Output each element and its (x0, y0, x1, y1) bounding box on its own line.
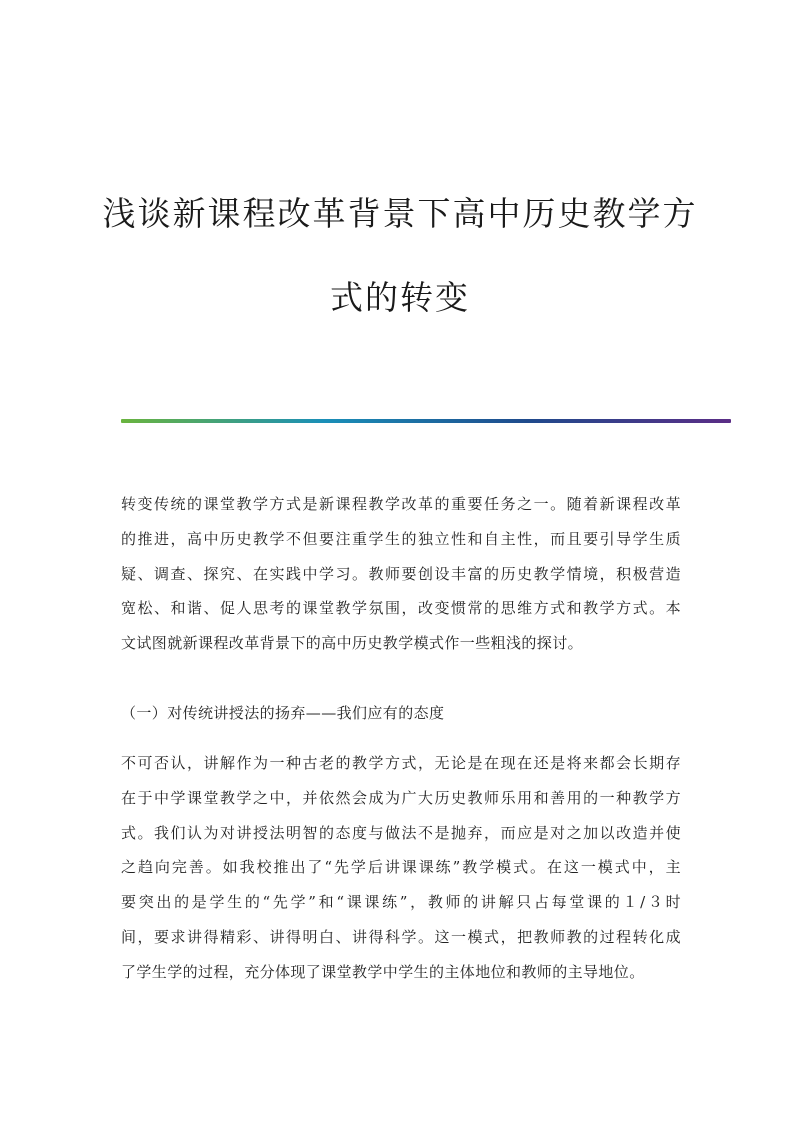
text-line: 间，要求讲得精彩、讲得明白、讲得科学。这一模式，把教师教的过程转化成 (121, 927, 681, 946)
text-line: 的推进，高中历史教学不但要注重学生的独立性和自主性，而且要引导学生质 (121, 529, 681, 548)
text-line: 宽松、和谐、促人思考的课堂教学氛围，改变惯常的思维方式和教学方式。本 (121, 599, 681, 618)
paragraph-intro (121, 487, 681, 661)
section-heading: （一）对传统讲授法的扬弃——我们应有的态度 (121, 704, 445, 722)
text-line: 在于中学课堂教学之中，并依然会成为广大历史教师乐用和善用的一种教学方 (121, 788, 681, 807)
paragraph-body (121, 746, 681, 990)
text-line: 之趋向完善。如我校推出了“先学后讲课课练”教学模式。在这一模式中，主 (121, 858, 681, 877)
text-line: 转变传统的课堂教学方式是新课程教学改革的重要任务之一。随着新课程改革 (121, 495, 681, 513)
title-divider (121, 419, 731, 423)
document-title-line-1: 浅谈新课程改革背景下高中历史教学方 (102, 194, 698, 233)
text-line: 不可否认，讲解作为一种古老的教学方式，无论是在现在还是将来都会长期存 (121, 754, 681, 772)
text-line: 文试图就新课程改革背景下的高中历史教学模式作一些粗浅的探讨。 (121, 634, 584, 653)
text-line: 要突出的是学生的“先学”和“课课练”，教师的讲解只占每堂课的１/３时 (121, 893, 681, 912)
text-line: 了学生学的过程，充分体现了课堂教学中学生的主体地位和教师的主导地位。 (121, 962, 645, 981)
document-title-line-2: 式的转变 (330, 278, 470, 317)
text-line: 疑、调查、探究、在实践中学习。教师要创设丰富的历史教学情境，积极营造 (121, 564, 681, 583)
text-line: 式。我们认为对讲授法明智的态度与做法不是抛弃，而应是对之加以改造并使 (121, 823, 681, 842)
